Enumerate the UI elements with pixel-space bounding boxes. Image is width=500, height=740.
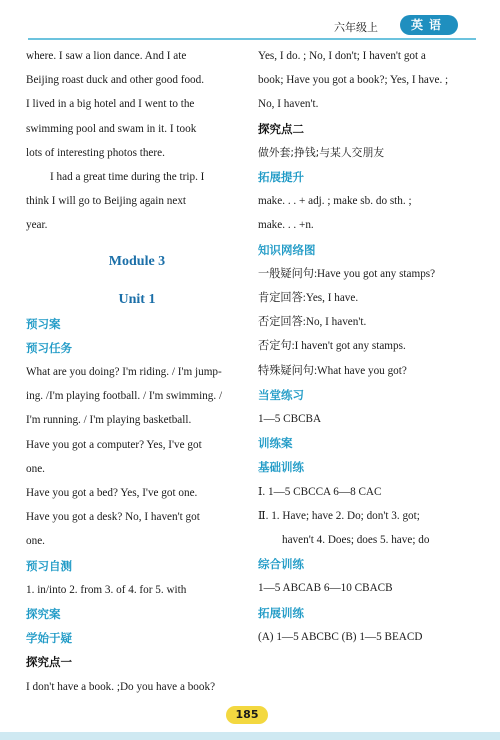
grade-label: 六年级上	[334, 21, 378, 34]
left-column	[26, 44, 248, 699]
answer-line: book; Have you got a book?; Yes, I have. ;	[258, 74, 449, 87]
network-line: 特殊疑问句:What have you got?	[258, 364, 407, 377]
network-line: 否定句:I haven't got any stamps.	[258, 340, 406, 353]
network-line: 否定回答:No, I haven't.	[258, 316, 367, 329]
story-line: think I will go to Beijing again next	[26, 195, 187, 208]
section-heading-network: 知识网络图	[258, 242, 316, 257]
section-heading-ext-train: 拓展训练	[258, 605, 304, 620]
point2-line: 做外套;挣钱;与某人交朋友	[258, 145, 385, 159]
module-title: Module 3	[108, 253, 166, 269]
header-divider	[28, 38, 476, 40]
story-line: swimming pool and swam in it. I took	[26, 122, 197, 135]
selftest-answers: 1. in/into 2. from 3. of 4. for 5. with	[26, 583, 187, 596]
section-heading-selftest: 预习自测	[26, 558, 72, 573]
section-heading-basic: 基础训练	[258, 460, 304, 475]
page-number: 185	[226, 706, 268, 724]
story-line: Beijing roast duck and other good food.	[26, 74, 205, 87]
page-header	[0, 0, 500, 36]
story-line: year.	[26, 219, 48, 232]
network-line: 肯定回答:Yes, I have.	[258, 292, 359, 305]
task-line: Have you got a computer? Yes, I've got	[26, 438, 202, 451]
answer-line: No, I haven't.	[258, 98, 319, 111]
task-line: What are you doing? I'm riding. / I'm jump-	[26, 366, 222, 379]
extend-line: make. . . +n.	[258, 219, 314, 232]
section-heading-task: 预习任务	[26, 340, 72, 355]
network-line: 一般疑问句:Have you got any stamps?	[258, 267, 436, 280]
subject-badge: 英语	[400, 15, 458, 35]
section-heading-train: 训练案	[258, 436, 293, 451]
right-column	[258, 44, 494, 649]
ext-train-answers: (A) 1—5 ABCBC (B) 1—5 BEACD	[258, 630, 423, 643]
task-line: one.	[26, 535, 45, 548]
basic-answers: Ⅰ. 1—5 CBCCA 6—8 CAC	[258, 485, 382, 498]
section-heading-comp: 综合训练	[258, 557, 304, 572]
story-line: I had a great time during the trip. I	[50, 171, 205, 184]
section-heading-preview: 预习案	[26, 316, 61, 331]
task-line: I'm running. / I'm playing basketball.	[26, 414, 192, 427]
section-heading-explore: 探究案	[26, 607, 61, 622]
point1-line: I don't have a book. ;Do you have a book?	[26, 680, 216, 693]
footer-band	[0, 732, 500, 740]
task-line: Have you got a desk? No, I haven't got	[26, 511, 200, 524]
section-heading-class: 当堂练习	[258, 387, 304, 402]
comp-answers: 1—5 ABCAB 6—10 CBACB	[258, 582, 393, 595]
section-heading-point2: 探究点二	[258, 121, 304, 136]
task-line: ing. /I'm playing football. / I'm swimming. /	[26, 390, 223, 403]
class-answers: 1—5 CBCBA	[258, 413, 322, 426]
section-heading-doubt: 学始于疑	[26, 631, 72, 646]
story-line: I lived in a big hotel and I went to the	[26, 98, 195, 111]
section-heading-extend: 拓展提升	[258, 170, 304, 185]
story-line: where. I saw a lion dance. And I ate	[26, 50, 187, 62]
answer-line: Yes, I do. ; No, I don't; I haven't got a	[258, 50, 426, 62]
basic-answers: haven't 4. Does; does 5. have; do	[282, 534, 430, 547]
task-line: one.	[26, 462, 45, 475]
section-heading-point1: 探究点一	[26, 655, 72, 670]
basic-answers: Ⅱ. 1. Have; have 2. Do; don't 3. got;	[258, 509, 420, 522]
task-line: Have you got a bed? Yes, I've got one.	[26, 487, 198, 500]
unit-title: Unit 1	[118, 291, 156, 307]
extend-line: make. . . + adj. ; make sb. do sth. ;	[258, 195, 412, 208]
story-line: lots of interesting photos there.	[26, 146, 165, 159]
